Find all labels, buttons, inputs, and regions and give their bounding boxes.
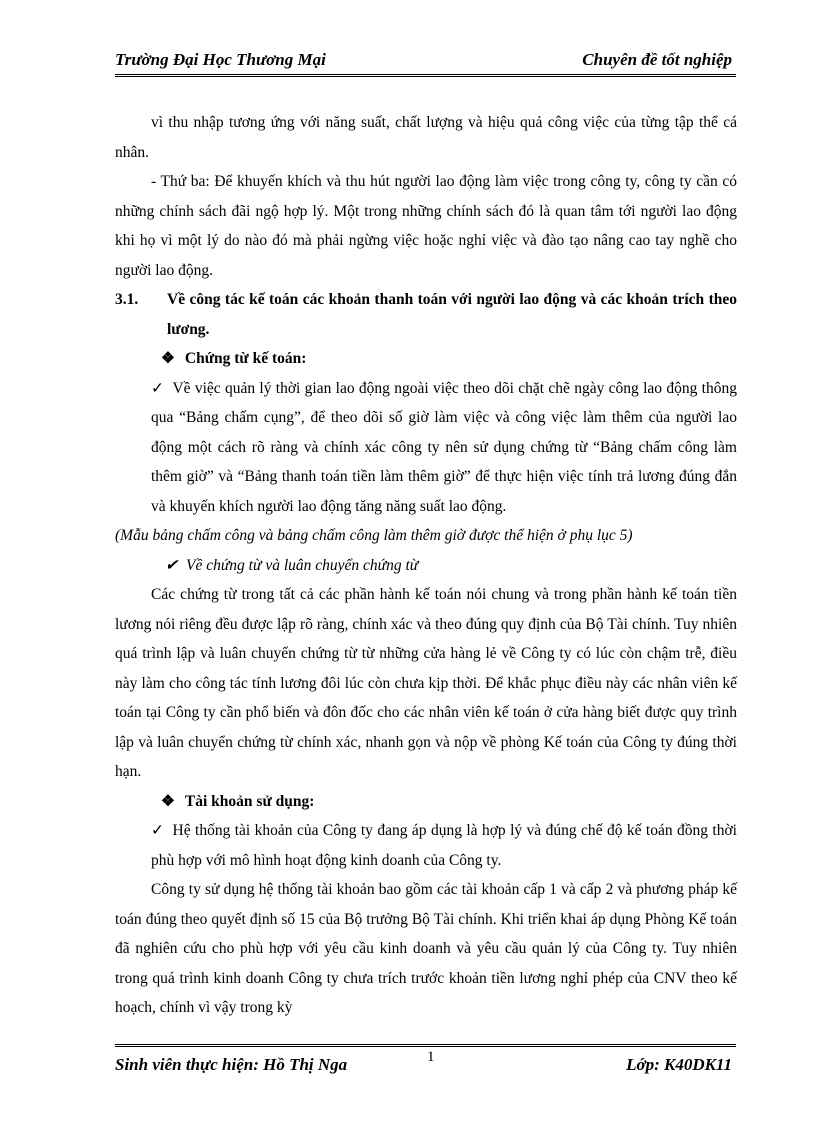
subheading-vouchers-label: Chứng từ kế toán: [184, 350, 307, 367]
diamond-bullet-icon: ❖ [161, 350, 175, 367]
school-name: Trường Đại Học Thương Mại [115, 50, 326, 69]
class-code: Lớp: K40DK11 [626, 1055, 732, 1074]
subheading-voucher-flow [115, 551, 737, 581]
page-footer [115, 1044, 736, 1075]
paragraph-5-text: Hệ thống tài khoản của Công ty đang áp dụng là hợp lý và đúng chế độ kế toán đồng thời phù hợp với mô hình hoạt động kinh doanh của Công ty. [151, 822, 737, 869]
paragraph-1: vì thu nhập tương ứng với năng suất, chất lượng và hiệu quả công việc của từng tập thể cá nhân. [115, 114, 737, 161]
subheading-accounts-label: Tài khoản sử dụng: [184, 792, 315, 810]
section-title: Về công tác kế toán các khoản thanh toán với người lao động và các khoản trích theo lương. [167, 291, 737, 338]
heavy-checkmark-icon: ✔ [165, 556, 178, 574]
subheading-voucher-flow-label: Về chứng từ và luân chuyển chứng từ [186, 556, 419, 574]
page-number: 1 [427, 1049, 435, 1065]
checkmark-icon: ✓ [151, 822, 165, 839]
checkmark-icon: ✓ [151, 379, 165, 397]
section-number: 3.1. [115, 291, 139, 308]
appendix-note: (Mẫu bảng chấm công và bảng chấm công làm thêm giờ được thể hiện ở phụ lục 5) [115, 527, 633, 544]
document-type: Chuyên đề tốt nghiệp [582, 50, 732, 69]
student-name: Sinh viên thực hiện: Hồ Thị Nga [115, 1055, 348, 1074]
diamond-bullet-icon: ❖ [161, 792, 175, 810]
page-header [115, 48, 736, 77]
subheading-accounts [115, 787, 737, 817]
page-content [115, 108, 737, 1023]
paragraph-2: - Thứ ba: Để khuyến khích và thu hút người lao động làm việc trong công ty, công ty cần có những chính sách đãi ngộ hợp lý. Một trong những chính sách đó là quan tâm tới người lao động khi họ vì một lý do nào đó mà phải ngừng việc hoặc nghỉ việc và đào tạo nâng cao tay nghề cho người lao động. [115, 173, 737, 279]
paragraph-6: Công ty sử dụng hệ thống tài khoản bao gồm các tài khoản cấp 1 và cấp 2 và phương pháp kế toán đúng theo quyết định số 15 của Bộ trưởng Bộ Tài chính. Khi triển khai áp dụng Phòng Kế toán đã nghiên cứu cho phù hợp với yêu cầu kinh doanh và yêu cầu quản lý của Công ty. Tuy nhiên trong quá trình kinh doanh Công ty chưa trích trước khoản tiền lương nghỉ phép của CNV theo kế hoạch, chính vì vậy trong kỳ [115, 881, 737, 1016]
subheading-vouchers [115, 344, 737, 374]
paragraph-3 [115, 374, 737, 522]
paragraph-5 [115, 816, 737, 875]
paragraph-4: Các chứng từ trong tất cả các phần hành kế toán nói chung và trong phần hành kế toán tiền lương nói riêng đều được lập rõ ràng, chính xác và theo đúng quy định của Bộ Tài chính. Tuy nhiên quá trình lập và luân chuyển chứng từ từ những cửa hàng lẻ về Công ty có lúc còn chậm trễ, điều này làm cho công tác tính lương đôi lúc còn chưa kịp thời. Để khắc phục điều này các nhân viên kế toán tại Công ty cần phổ biến và đôn đốc cho các nhân viên kế toán ở cửa hàng biết được quy trình lập và luân chuyển chứng từ chính xác, nhanh gọn và nộp về phòng Kế toán của Công ty đúng thời hạn. [115, 586, 737, 780]
section-heading [115, 285, 737, 344]
paragraph-3-text: Về việc quản lý thời gian lao động ngoài việc theo dõi chặt chẽ ngày công lao động thông qua “Bảng chấm cụng”, để theo dõi số giờ làm việc và công việc làm thêm của người lao động một cách rõ ràng và chính xác công ty nên sử dụng chứng từ “Bảng chấm công làm thêm giờ” và “Bảng thanh toán tiền làm thêm giờ” để thực hiện việc tính trả lương đúng đắn và khuyến khích người lao động tăng năng suất lao động. [151, 379, 737, 515]
